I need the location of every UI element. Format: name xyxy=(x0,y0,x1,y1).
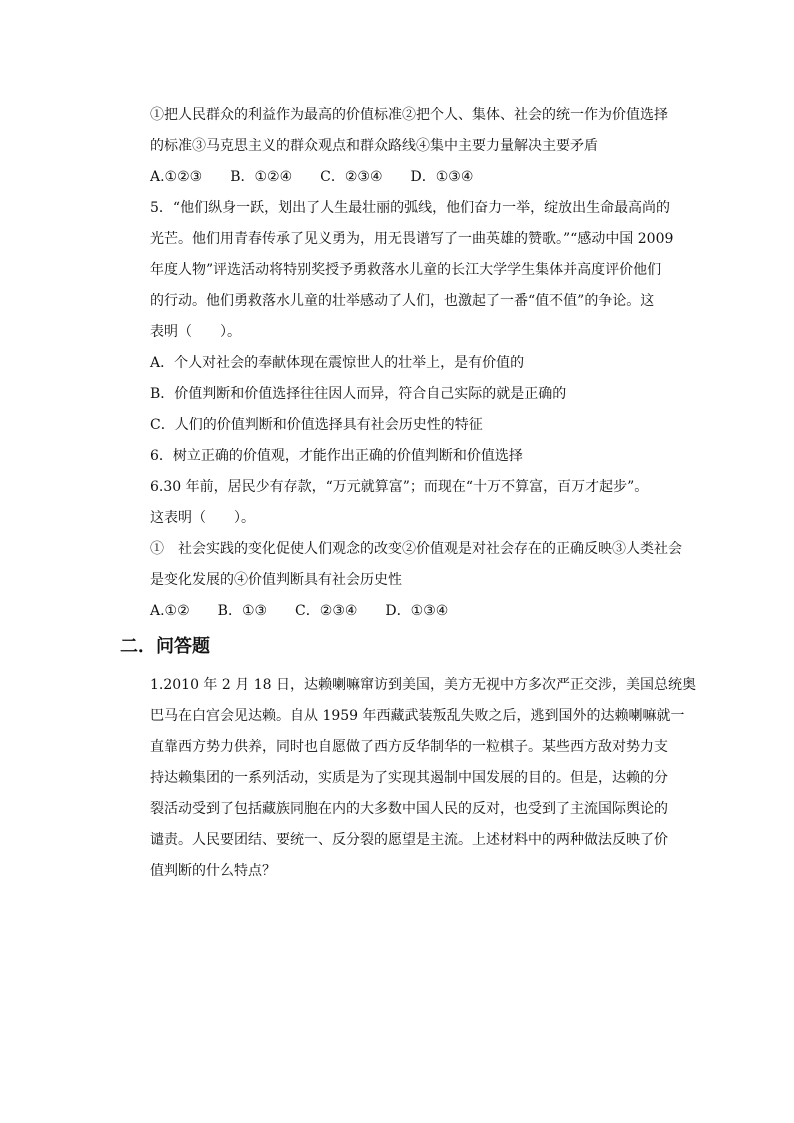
text-line: 表明（ ）。 xyxy=(150,324,241,340)
option-b: B．价值判断和价值选择往往因人而异，符合自己实际的就是正确的 xyxy=(150,386,567,402)
question-5-text: 5．“他们纵身一跃，划出了人生最壮丽的弧线，他们奋力一举，绽放出生命最高尚的 xyxy=(150,200,671,216)
text-line: 值判断的什么特点？ xyxy=(150,863,276,879)
text-line: 谴责。人民要团结、要统一、反分裂的愿望是主流。上述材料中的两种做法反映了价 xyxy=(150,832,668,848)
question-6-text: 6.30 年前，居民少有存款，“万元就算富”；而现在“十万不算富，百万才起步”。 xyxy=(150,479,649,495)
questions-part1 xyxy=(150,100,682,627)
text-line: ①把人民群众的利益作为最高的价值标准②把个人、集体、社会的统一作为价值选择 xyxy=(150,107,668,123)
text-line: 裂活动受到了包括藏族同胞在内的大多数中国人民的反对，也受到了主流国际舆论的 xyxy=(150,801,668,817)
text-line: 的标准③马克思主义的群众观点和群众路线④集中主要力量解决主要矛盾 xyxy=(150,138,598,154)
text-line: 年度人物”评选活动将特别奖授予勇救落水儿童的长江大学学生集体并高度评价他们 xyxy=(150,262,662,278)
text-line: 是变化发展的④价值判断具有社会历史性 xyxy=(150,572,402,588)
text-line: 巴马在白宫会见达赖。自从 1959 年西藏武装叛乱失败之后，逃到国外的达赖喇嘛就一 xyxy=(150,708,685,724)
option-c: C．人们的价值判断和价值选择具有社会历史性的特征 xyxy=(150,417,483,433)
text-line: ① 社会实践的变化促使人们观念的改变②价值观是对社会存在的正确反映③人类社会 xyxy=(150,541,682,557)
text-line: 的行动。他们勇救落水儿童的壮举感动了人们，也激起了一番“值不值”的争论。这 xyxy=(150,293,655,309)
text-line: 光芒。他们用青春传承了见义勇为，用无畏谱写了一曲英雄的赞歌。”“感动中国 2009 xyxy=(150,231,674,247)
text-line: 直靠西方势力供养，同时也自愿做了西方反华制华的一粒棋子。某些西方敌对势力支 xyxy=(150,739,668,755)
section-heading: 二．问答题 xyxy=(120,636,210,657)
question-1-text: 1.2010 年 2 月 18 日，达赖喇嘛窜访到美国，美方无视中方多次严正交涉，美国总统奥 xyxy=(150,677,696,693)
text-line: 6．树立正确的价值观，才能作出正确的价值判断和价值选择 xyxy=(150,448,523,464)
answer-options: A.①② B．①③ C．②③④ D．①③④ xyxy=(150,603,449,619)
option-a: A．个人对社会的奉献体现在震惊世人的壮举上，是有价值的 xyxy=(150,355,525,371)
text-line: 持达赖集团的一系列活动，实质是为了实现其遏制中国发展的目的。但是，达赖的分 xyxy=(150,770,668,786)
questions-part2 xyxy=(150,670,696,887)
answer-options: A.①②③ B．①②④ C．②③④ D．①③④ xyxy=(150,169,474,185)
text-line: 这表明（ ）。 xyxy=(150,510,255,526)
